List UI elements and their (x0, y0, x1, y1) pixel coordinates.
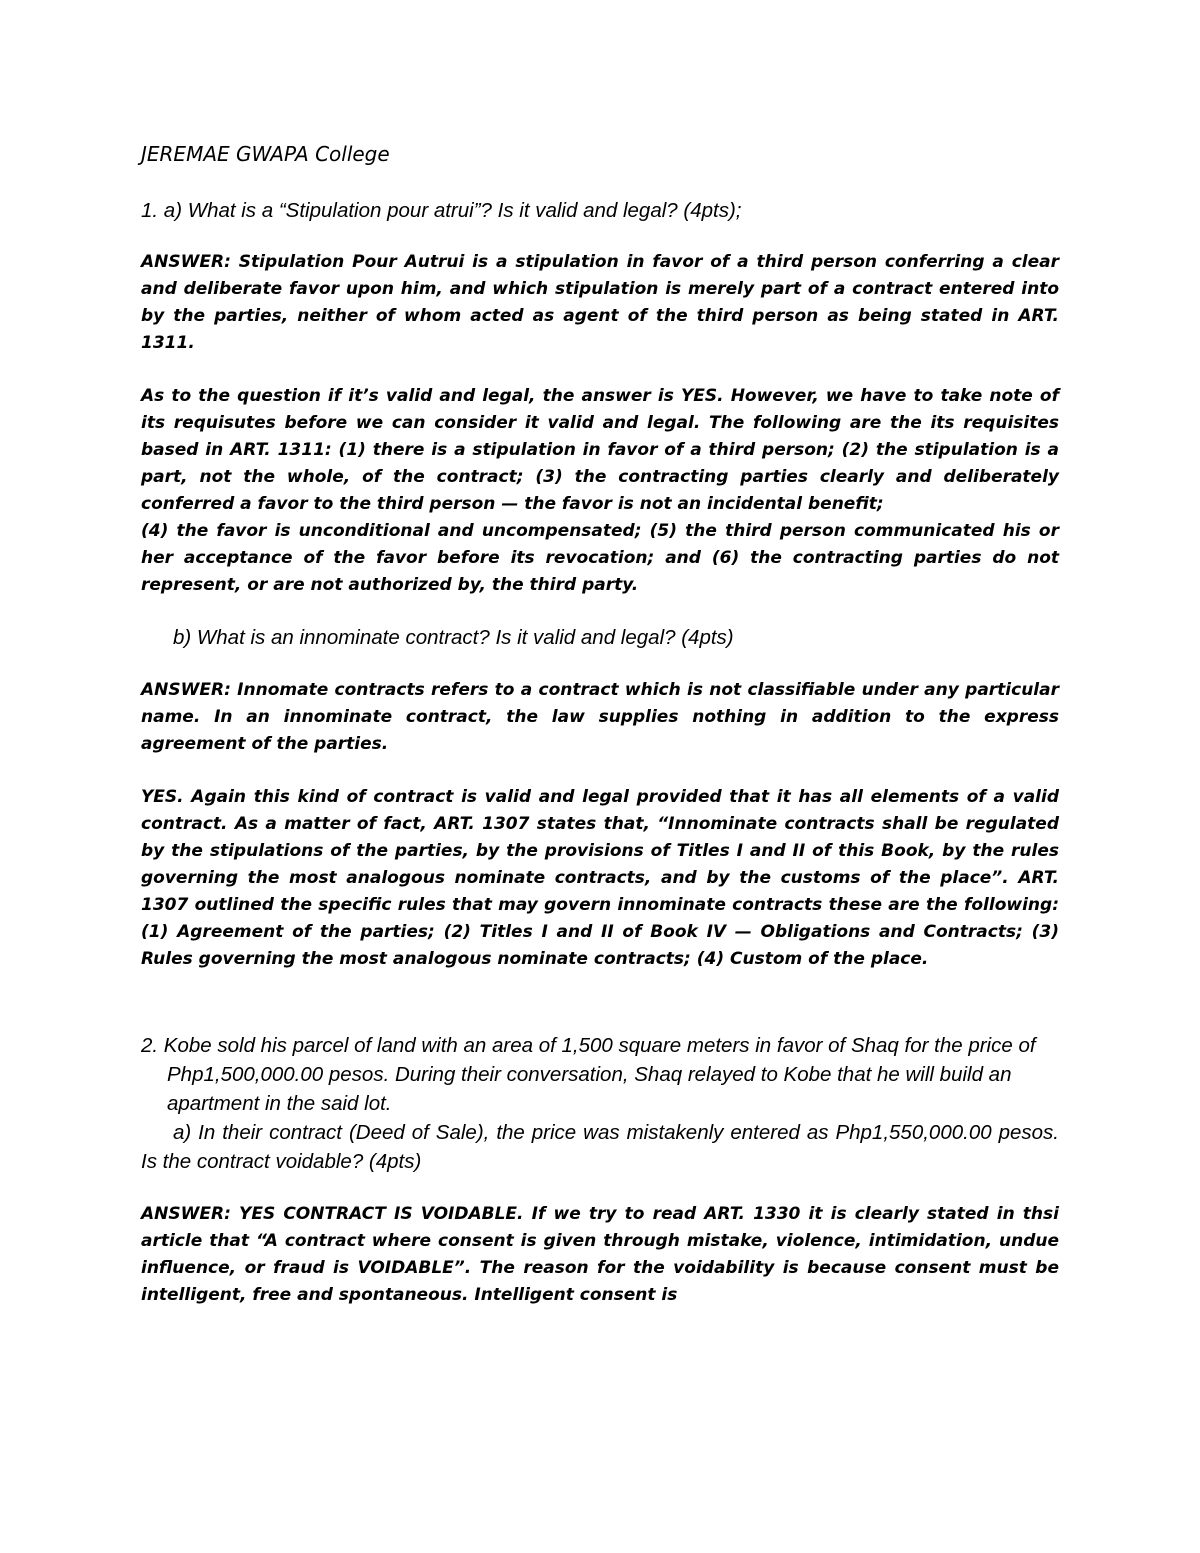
question-2-block (141, 1031, 1059, 1176)
question-2: 2. Kobe sold his parcel of land with an area of 1,500 square meters in favor of Shaq for the price of Php1,500,000.00 pesos. During their conversation, Shaq relayed to Kobe that he will build an apartment in the said lot. (141, 1034, 1036, 1115)
answer-1a-paragraph-2: As to the question if it’s valid and legal, the answer is YES. However, we have to take note of its requisutes before we can consider it valid and legal. The following are the its requisites based in ART. 1311: (1) there is a stipulation in favor of a third person; (2) the stipulation is a part, not the whole, of the contract; (3) the contracting parties clearly and deliberately conferred a favor to the third person — the favor is not an incidental benefit; (141, 386, 1059, 514)
document-title: JEREMAE GWAPA College (141, 142, 390, 166)
answer-1a-paragraph-3: (4) the favor is unconditional and uncompensated; (5) the third person communicated his or her acceptance of the favor before its revocation; and (6) the contracting parties do not represent, or are not authorized by, the third party. (141, 521, 1059, 595)
answer-2a: ANSWER: YES CONTRACT IS VOIDABLE. If we try to read ART. 1330 it is clearly stated in thsi article that “A contract where consent is given through mistake, violence, intimidation, undue influence, or fraud is VOIDABLE”. The reason for the voidability is because consent must be intelligent, free and spontaneous. Intelligent consent is (141, 1204, 1059, 1305)
answer-1a-paragraph-1: ANSWER: Stipulation Pour Autrui is a stipulation in favor of a third person conferring a clear and deliberate favor upon him, and which stipulation is merely part of a contract entered into by the parties, neither of whom acted as agent of the third person as being stated in ART. 1311. (141, 252, 1059, 353)
question-2a: a) In their contract (Deed of Sale), the price was mistakenly entered as Php1,550,000.00 pesos. Is the contract voidable? (4pts) (141, 1121, 1059, 1173)
document-page (141, 140, 1059, 1309)
answer-1b-paragraph-2: YES. Again this kind of contract is valid and legal provided that it has all elements of a valid contract. As a matter of fact, ART. 1307 states that, “Innominate contracts shall be regulated by the stipulations of the parties, by the provisions of Titles I and II of this Book, by the rules governing the most analogous nominate contracts, and by the customs of the place”. ART. 1307 outlined the specific rules that may govern innominate contracts these are the following: (1) Agreement of the parties; (2) Titles I and II of Book IV — Obligations and Contracts; (3) Rules governing the most analogous nominate contracts; (4) Custom of the place. (141, 787, 1059, 969)
question-1a: 1. a) What is a “Stipulation pour atrui”? Is it valid and legal? (4pts); (141, 199, 742, 222)
answer-1b-paragraph-1: ANSWER: Innomate contracts refers to a contract which is not classifiable under any particular name. In an innominate contract, the law supplies nothing in addition to the express agreement of the parties. (141, 680, 1059, 754)
question-1b: b) What is an innominate contract? Is it valid and legal? (4pts) (173, 626, 734, 649)
